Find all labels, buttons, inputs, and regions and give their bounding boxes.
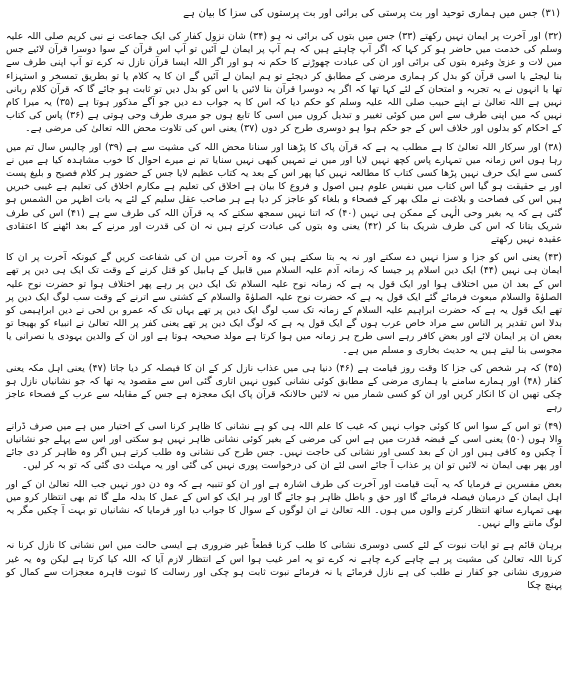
scanned-page [6,6,562,668]
paragraph-1: (۳۲) اور آخرت پر ایمان نہیں رکھتے (۳۳) جس میں بتوں کی برائی نہ ہو (۳۴) شان نزول کفار کی ایک جماعت نے نبی کریم صلی اللہ علیہ وسلم کی خدمت میں حاضر ہو کر کہا کہ اگر آپ چاہتے ہیں کہ ہم آپ پر ایمان لے آئیں تو آپ اس قرآن کے سوا دوسرا قرآن لائیے جس میں لات و عزیٰ وغیرہ بتوں کی برائی اور ان کی عبادت چھوڑنے کا حکم نہ ہو اور اگر اللہ ایسا قرآن نازل نہ کرے تو آپ اپنی طرف سے بنا لیجئے یا اسی قرآن کو بدل کر ہماری مرضی کے مطابق کر دیجئے تو ہم ایمان لے آئیں گے ان کا یہ کلام یا تو بطریق تمسخر و استہزاء تھا یا انہوں نے یہ تجربہ و امتحان کے لئے کہا تھا کہ اگر یہ دوسرا قرآن بنا لائیں یا اس کو بدل دیں تو ثابت ہو جائے گا کہ قرآن کلام ربانی نہیں ہے اللہ تعالیٰ نے اپنے حبیب صلی اللہ علیہ وسلم کو حکم دیا کہ اس کا یہ جواب دے دیں جو آگے مذکور ہوتا ہے (۳۵) یہ میرا کام نہیں کہ میں اپنی طرف سے اس میں کوئی تغییر و تبدیل کروں میں اسی کا تابع ہوں جو میری طرف وحی ہوتی ہے (۳۶) پاس کی کتاب کے احکام کو بدلوں اور خلاف اس کے جو حکم ہوا ہو دوسری طرح کر دوں (۳۷) یعنی اس کی تلاوت محض اللہ تعالیٰ کی مرضی ہے۔ [6,31,562,135]
heading-line: (۳۱) جس میں ہماری توحید اور بت پرستی کی برائی اور بت پرستوں کی سزا کا بیان ہے [183,8,560,19]
paragraph-4: (۴۵) کہ ہر شخص کی جزا کا وقت روز قیامت ہے (۴۶) دنیا ہی میں عذاب نازل کر کے ان کا فیصلہ کر دیا جاتا (۴۷) یعنی اہل مکہ یعنی کفار (۴۸) اور ہمارے سامنے یا ہماری مرضی کے مطابق کوئی نشانی کیوں نہیں اتاری گئی اس سے مقصود یہ تھا کہ جو نشانیاں نازل ہو چکی تھیں ان کا انکار کریں اور ان کو کسی شمار میں نہ لائیں حالانکہ قرآن پاک ایک معجزہ ہے جس کے مقابلہ سے عرب کے فصحاء عاجز رہے [6,362,562,414]
paragraph-2: (۳۸) اور سرکار اللہ تعالیٰ کا ہے مطلب یہ ہے کہ قرآن پاک کا پڑھنا اور سنانا محض اللہ کی مشیت سے ہے (۳۹) اور چالیس سال تم میں رہا ہوں اس زمانہ میں تمہارے پاس کچھ نہیں لایا اور میں نے تمہیں کبھی نہیں سنایا تم نے میرے احوال کا خوب مشاہدہ کیا ہے میں نے کسی سے ایک حرف نہیں پڑھا کسی کتاب کا مطالعہ نہیں کیا پھر اس کے بعد یہ کتاب عظیم لایا جس کے حضور ہر کلام فصیح و بلیغ پست اور بے حقیقت ہو گیا اس کتاب میں نفیس علوم ہیں اصول و فروع کا بیان ہے اخلاق کی تعلیم ہے مکارم اخلاق کی تعلیم ہے غیبی خبریں ہیں اس کی فصاحت و بلاغت نے ملک بھر کے فصحاء و بلغاء کو عاجز کر دیا ہے ہر صاحب عقل سلیم کے لئے یہ بات اظہر من الشمس ہو گئی ہے کہ یہ بغیر وحی الٰہی کے ممکن ہی نہیں (۴۰) کہ اتنا نہیں سمجھ سکتے کہ یہ قرآن اللہ کی طرف سے ہے (۴۱) اس کی طرف شریک بتانا کہ اس کی طرف شریک بنا کر (۴۲) یعنی وہ بتوں کی عبادت کرتے ہیں نہ ان کی قدرت اور مرنے کے بعد اٹھنے کا اعتقادی عقیدہ نہیں رکھتے [6,141,563,246]
spacer [6,530,562,539]
paragraph-7: برہان قائم ہے تو ایات نبوت کے لئے کسی دوسری نشانی کا طلب کرنا قطعاً غیر ضروری ہے ایسی حالت میں اس نشانی کا نازل کرنا نہ کرنا اللہ تعالیٰ کی مشیت پر ہے چاہے کرے چاہے نہ کرے تو یہ امر غیب ہوا اس کے انتظار لازم آیا کہ اللہ کیا کرتا ہے لیکن وہ یہ غیر ضروری نشانی جو کفار نے طلب کی ہے نازل فرمائے یا نہ فرمائے نبوت ثابت ہو چکی اور رسالت کا ثبوت قاہرہ معجزات سے کمال کو پہنچ چکا [6,540,562,591]
paragraph-3: (۴۳) یعنی اس کو جزا و سزا نہیں دے سکتے اور نہ یہ بتا سکتے ہیں کہ وہ آخرت میں ان کی شفاعت کریں گے کیونکہ آخرت پر ان کا ایمان ہی نہیں (۴۴) ایک دین اسلام پر جیسا کہ زمانہ آدم علیہ السلام میں قابیل کے ہابیل کو قتل کرنے کے وقت تک ایک ہی دین پر تھے اس کے بعد ان میں اختلاف ہوا اور ایک قول یہ ہے کہ زمانہ نوح علیہ السلام تک ایک دین پر رہے پھر اختلاف ہوا تو حضرت نوح علیہ الصلوٰۃ والسلام مبعوث فرمائے گئے ایک قول یہ ہے کہ حضرت نوح علیہ الصلوٰۃ والسلام کے کشتی سے اترنے کے وقت سب لوگ ایک دین پر تھے ایک قول یہ ہے کہ حضرت ابراہیم علیہ السلام کے زمانہ تک سب لوگ ایک دین پر تھے یہاں تک کہ عمرو بن لحی نے دین ابراہیمی کو بدلا اس تقدیر پر الناس سے مراد خاص عرب ہوں گے ایک قول یہ ہے کہ لوگ ایک دین پر تھے یعنی کفر پر اللہ تعالیٰ نے انبیاء کو بھیجا تو بعض ان پر ایمان لائے اور بعض کافر رہے اسی طرح ہر زمانہ میں ہوا کرتا ہے مولد صحیحہ ہوتا ہے اور ان کے والدین یہودی یا نصرانی یا مجوسی بنا لیتے ہیں یہ حدیث بخاری و مسلم میں ہے۔ [6,252,562,356]
paragraph-6: بعض مفسرین نے فرمایا کہ یہ آیت قیامت اور آخرت کی طرف اشارہ ہے اور ان کو تنبیہ ہے کہ وہ دن دور نہیں جب اللہ تعالیٰ ان کے اور اہل ایمان کے درمیان فیصلہ فرمائے گا اور حق و باطل ظاہر ہو جائے گا اور ہر ایک کو اس کے عمل کا بدلہ ملے گا تم بھی انتظار کرو میں بھی تمہارے ساتھ انتظار کرنے والوں میں ہوں۔ اللہ تعالیٰ نے ان لوگوں کے سوال کا جواب دیا اور فرمایا کہ نشانیاں تو بہت آ چکیں مگر یہ لوگ ماننے والے نہیں۔ [6,478,562,530]
paragraph-5: (۴۹) تو اس کے سوا اس کا کوئی جواب نہیں کہ غیب کا علم اللہ ہی کو ہے نشانی کا ظاہر کرنا اسی کے اختیار میں ہے میں صرف ڈرانے والا ہوں (۵۰) یعنی اسی کے قبضہ قدرت میں ہے اس کی مرضی کے بغیر کوئی نشانی ظاہر نہیں ہو سکتی اور اس سے پہلے جو نشانیاں آ چکیں وہ کافی ہیں اور ان کے بعد کسی اور نشانی کی حاجت نہیں۔ جس طرح کی نشانی وہ طلب کرتے ہیں اگر وہ ظاہر کر دی جائے اور پھر بھی ایمان نہ لائیں تو ان پر عذاب آ جائے اسی لئے ان کی درخواست پوری نہیں کی گئی اور یہ مہلت دی گئی کہ تو بہ کر لیں۔ [6,420,562,472]
spacer [6,21,562,30]
